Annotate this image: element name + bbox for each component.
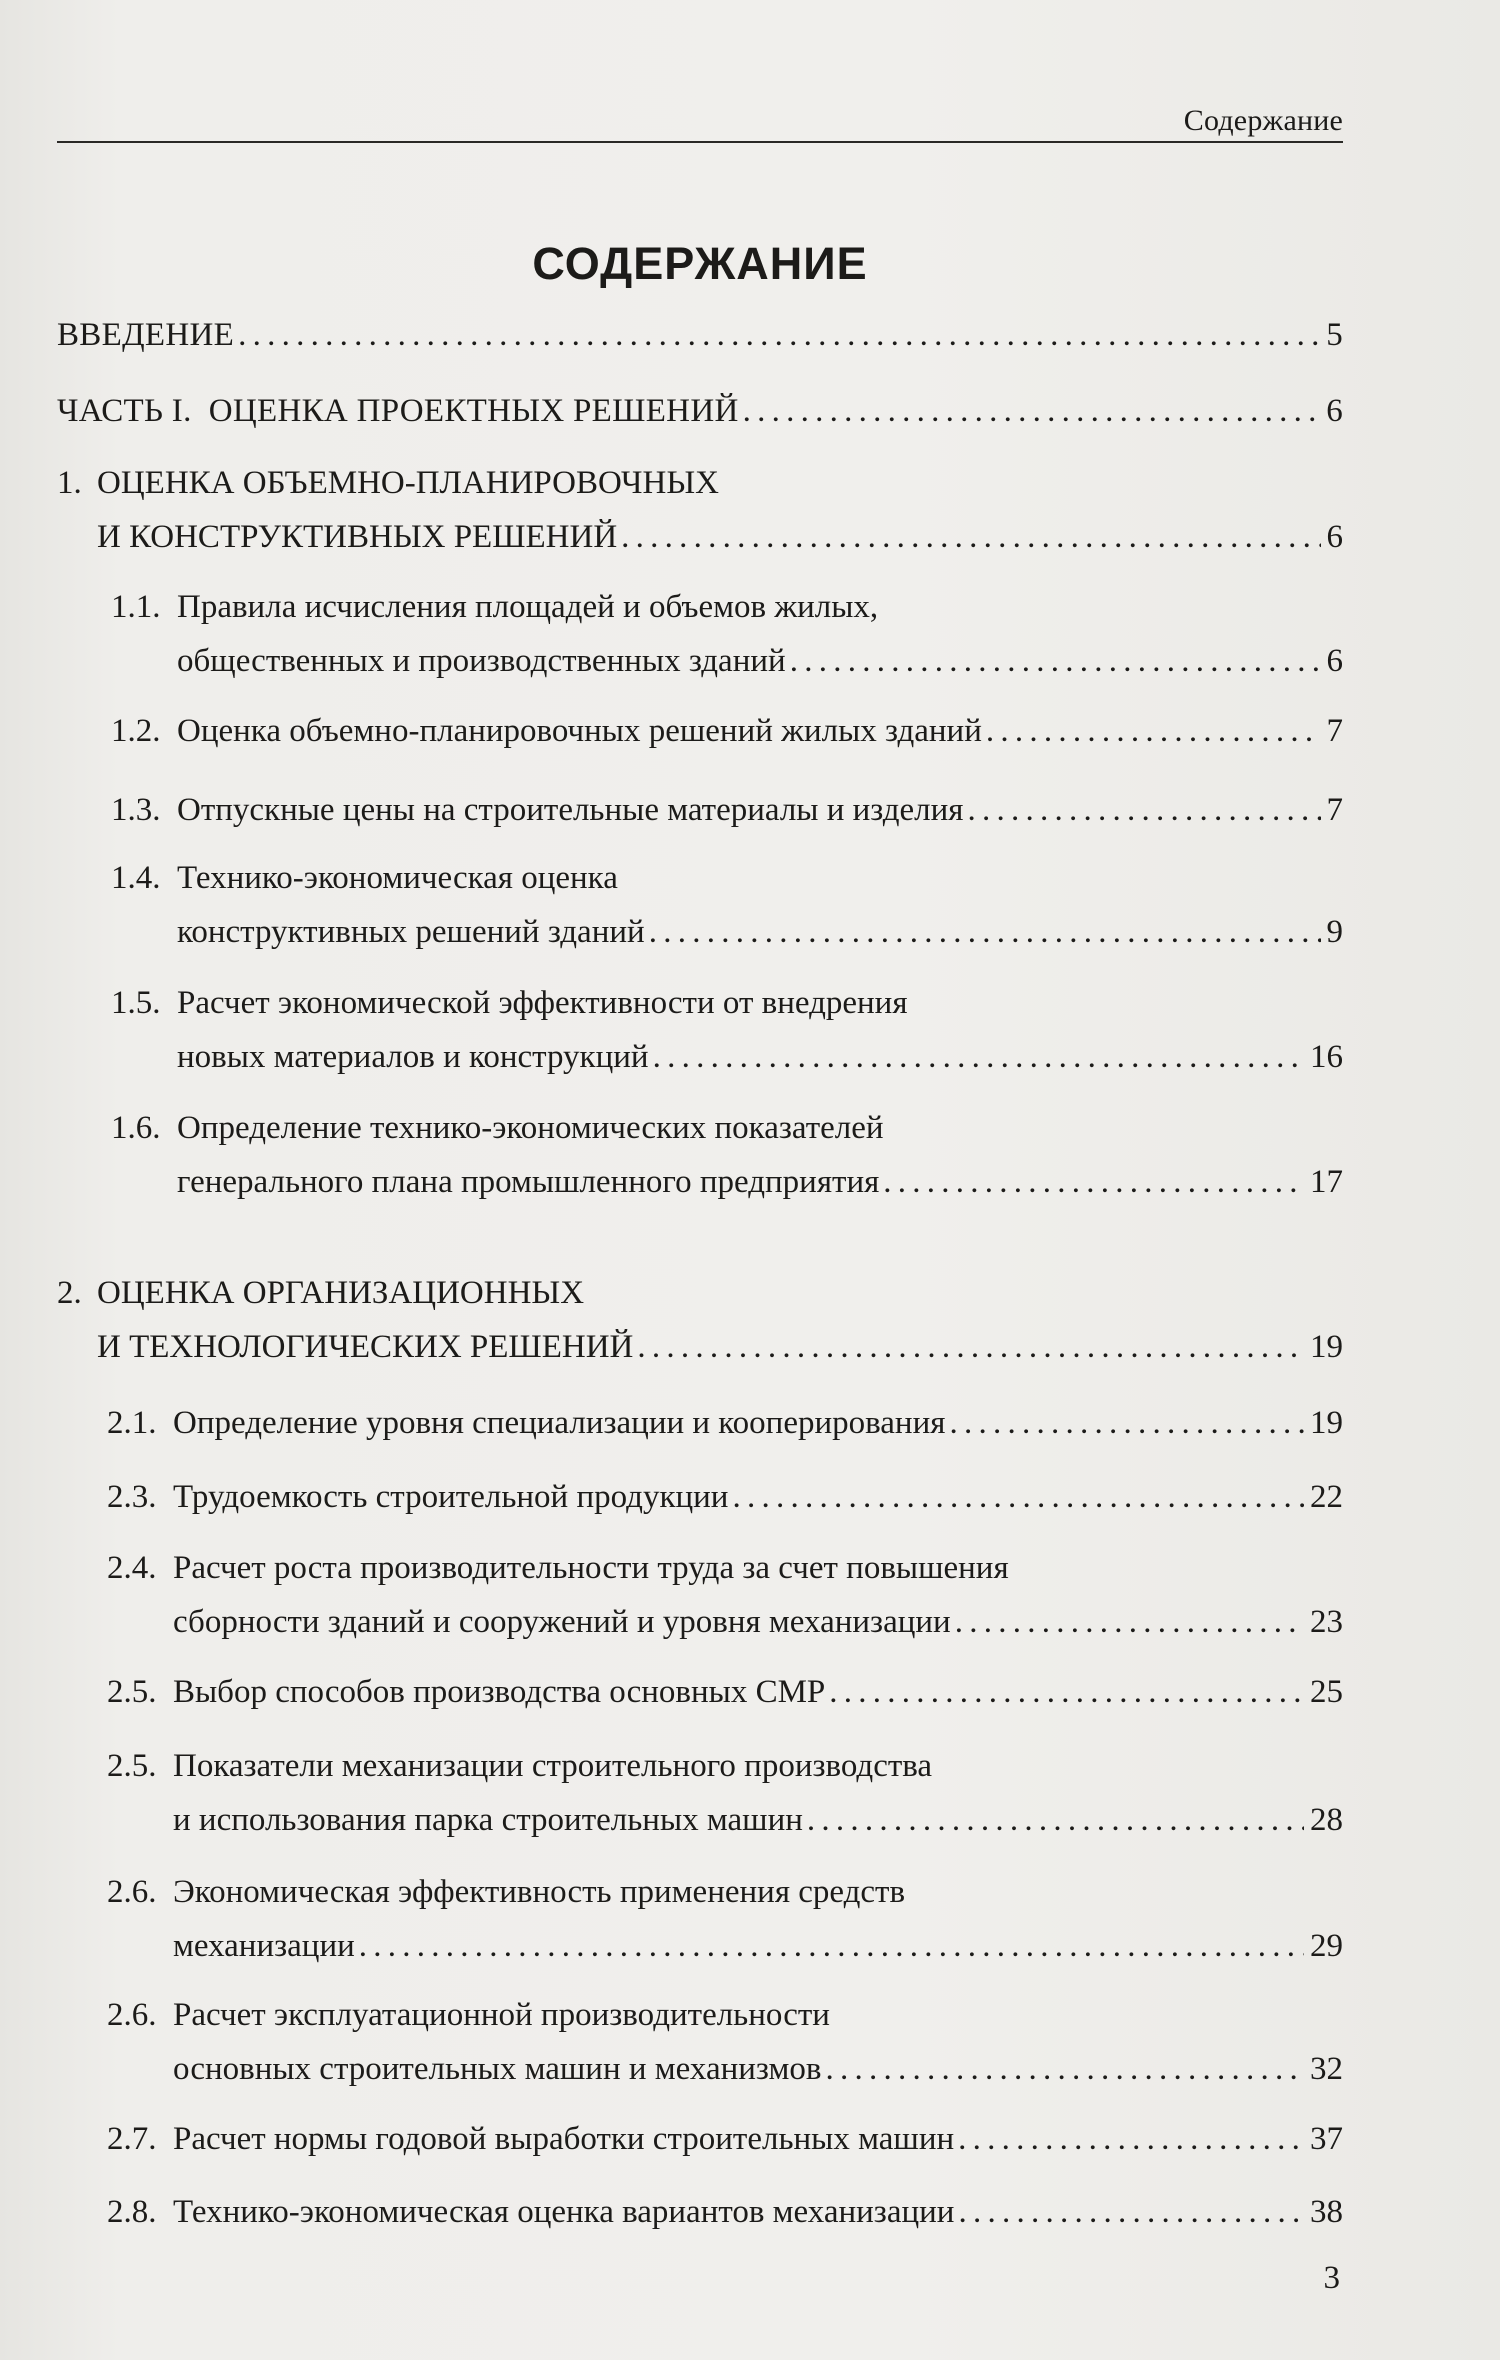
- toc-page-number: 16: [1310, 1039, 1343, 1075]
- toc-entry-number: 2.4.: [107, 1550, 157, 1586]
- toc-entry-title: Оценка объемно-планировочных решений жилых зданий: [177, 713, 982, 749]
- toc-entry-title-line-1: ОЦЕНКА ОРГАНИЗАЦИОННЫХ: [97, 1275, 585, 1311]
- dot-leader: [986, 704, 1321, 758]
- dot-leader: [790, 634, 1321, 688]
- dot-leader: [637, 1320, 1304, 1374]
- toc-entry-number: 2.1.: [107, 1405, 157, 1441]
- toc-entry-title: Расчет нормы годовой выработки строительных машин: [173, 2121, 955, 2157]
- toc-page-number: 6: [1326, 643, 1343, 679]
- dot-leader: [949, 1396, 1304, 1450]
- toc-entry-1-2: [57, 704, 1343, 758]
- toc-entry-title: ЧАСТЬ I. ОЦЕНКА ПРОЕКТНЫХ РЕШЕНИЙ: [57, 393, 739, 429]
- toc-entry-number: 2.3.: [107, 1479, 157, 1515]
- toc-entry-title-line-2: новых материалов и конструкций: [177, 1039, 649, 1075]
- toc-entry-title-line-1: Правила исчисления площадей и объемов жилых,: [177, 589, 879, 625]
- toc-entry-title-line-1: Экономическая эффективность применения средств: [173, 1874, 906, 1910]
- toc-entry-1-6: [57, 1101, 1343, 1209]
- toc-entry-number: 1.5.: [111, 985, 161, 1021]
- toc-page-number: 28: [1310, 1802, 1343, 1838]
- toc-entry-2-5: [57, 1665, 1343, 1719]
- toc-entry-chapter-1: [57, 456, 1343, 564]
- toc-page-number: 6: [1326, 393, 1343, 429]
- toc-page-number: 37: [1310, 2121, 1343, 2157]
- toc-entry-title-line-2: основных строительных машин и механизмов: [173, 2051, 822, 2087]
- dot-leader: [825, 2042, 1304, 2096]
- running-head: Содержание: [1183, 104, 1343, 137]
- toc-entry-2-4: [57, 1541, 1343, 1649]
- toc-page-number: 25: [1310, 1674, 1343, 1710]
- dot-leader: [238, 308, 1320, 362]
- toc-page-number: 7: [1326, 713, 1343, 749]
- toc-entry-number: 2.5.: [107, 1748, 157, 1784]
- toc-entry-title-line-2: конструктивных решений зданий: [177, 914, 645, 950]
- toc-entry-number: 2.7.: [107, 2121, 157, 2157]
- dot-leader: [359, 1919, 1304, 1973]
- toc-entry-title-line-2: общественных и производственных зданий: [177, 643, 786, 679]
- toc-entry-title: ВВЕДЕНИЕ: [57, 317, 235, 353]
- toc-page-number: 17: [1310, 1164, 1343, 1200]
- dot-leader: [958, 2185, 1304, 2239]
- toc-entry-title-line-1: Показатели механизации строительного производства: [173, 1748, 933, 1784]
- toc-entry-number: 2.6.: [107, 1874, 157, 1910]
- toc-page-number: 19: [1310, 1405, 1343, 1441]
- toc-entry-2-1: [57, 1396, 1343, 1450]
- toc-page-number: 6: [1326, 519, 1343, 555]
- toc-entry-number: 2.6.: [107, 1997, 157, 2033]
- toc-entry-1-4: [57, 851, 1343, 959]
- toc-entry-number: 1.4.: [111, 860, 161, 896]
- toc-entry-number: 2.5.: [107, 1674, 157, 1710]
- toc-entry-2-8: [57, 2185, 1343, 2239]
- page-title: СОДЕРЖАНИЕ: [532, 238, 868, 289]
- toc-page-number: 23: [1310, 1604, 1343, 1640]
- toc-entry-2-3: [57, 1470, 1343, 1524]
- toc-page-number: 38: [1310, 2194, 1343, 2230]
- toc-entry-number: 2.8.: [107, 2194, 157, 2230]
- toc-entry-title-line-1: Расчет экономической эффективности от внедрения: [177, 985, 908, 1021]
- toc-entry-title: Трудоемкость строительной продукции: [173, 1479, 729, 1515]
- toc-entry-title-line-2: И ТЕХНОЛОГИЧЕСКИХ РЕШЕНИЙ: [97, 1329, 634, 1365]
- dot-leader: [967, 783, 1320, 837]
- toc-entry-1-3: [57, 783, 1343, 837]
- dot-leader: [653, 1030, 1304, 1084]
- toc-entry-number: 1.2.: [111, 713, 161, 749]
- toc-entry-number: 1.: [57, 465, 82, 501]
- toc-entry-title-line-1: Расчет роста производительности труда за счет повышения: [173, 1550, 1009, 1586]
- toc-entry-introduction: [57, 308, 1343, 362]
- toc-page-number: 7: [1326, 792, 1343, 828]
- dot-leader: [732, 1470, 1304, 1524]
- page-number: 3: [1323, 2260, 1340, 2296]
- toc-page-number: 5: [1326, 317, 1343, 353]
- toc-page-number: 19: [1310, 1329, 1343, 1365]
- toc-entry-title-line-2: генерального плана промышленного предприятия: [177, 1164, 880, 1200]
- toc-entry-title-line-2: сборности зданий и сооружений и уровня механизации: [173, 1604, 951, 1640]
- dot-leader: [807, 1793, 1304, 1847]
- toc-entry-2-7: [57, 2112, 1343, 2166]
- toc-entry-number: 2.: [57, 1275, 82, 1311]
- toc-entry-title-line-2: И КОНСТРУКТИВНЫХ РЕШЕНИЙ: [97, 519, 618, 555]
- dot-leader: [649, 905, 1321, 959]
- toc-entry-number: 1.1.: [111, 589, 161, 625]
- toc-entry-2-6-b: [57, 1988, 1343, 2096]
- toc-entry-title: Выбор способов производства основных СМР: [173, 1674, 826, 1710]
- toc-entry-part-1: [57, 384, 1343, 438]
- toc-entry-number: 1.3.: [111, 792, 161, 828]
- dot-leader: [958, 2112, 1304, 2166]
- dot-leader: [955, 1595, 1304, 1649]
- toc-page-number: 22: [1310, 1479, 1343, 1515]
- toc-page-number: 32: [1310, 2051, 1343, 2087]
- toc-entry-1-5: [57, 976, 1343, 1084]
- toc-entry-2-5-b: [57, 1739, 1343, 1847]
- toc-entry-number: 1.6.: [111, 1110, 161, 1146]
- toc-entry-2-6: [57, 1865, 1343, 1973]
- toc-entry-title-line-1: Расчет эксплуатационной производительности: [173, 1997, 830, 2033]
- toc-entry-title: Технико-экономическая оценка вариантов механизации: [173, 2194, 955, 2230]
- toc-entry-title-line-2: механизации: [173, 1928, 355, 1964]
- toc-entry-title-line-1: Технико-экономическая оценка: [177, 860, 618, 896]
- toc-page-number: 29: [1310, 1928, 1343, 1964]
- toc-entry-title: Определение уровня специализации и кооперирования: [173, 1405, 946, 1441]
- toc-entry-title-line-1: Определение технико-экономических показателей: [177, 1110, 884, 1146]
- dot-leader: [743, 384, 1321, 438]
- toc-entry-title-line-2: и использования парка строительных машин: [173, 1802, 803, 1838]
- toc-page-number: 9: [1326, 914, 1343, 950]
- toc-entry-title-line-1: ОЦЕНКА ОБЪЕМНО-ПЛАНИРОВОЧНЫХ: [97, 465, 719, 501]
- toc-entry-1-1: [57, 580, 1343, 688]
- dot-leader: [621, 510, 1320, 564]
- toc-entry-title: Отпускные цены на строительные материалы и изделия: [177, 792, 964, 828]
- dot-leader: [829, 1665, 1304, 1719]
- header-rule: [57, 141, 1343, 143]
- dot-leader: [883, 1155, 1304, 1209]
- toc-entry-chapter-2: [57, 1266, 1343, 1374]
